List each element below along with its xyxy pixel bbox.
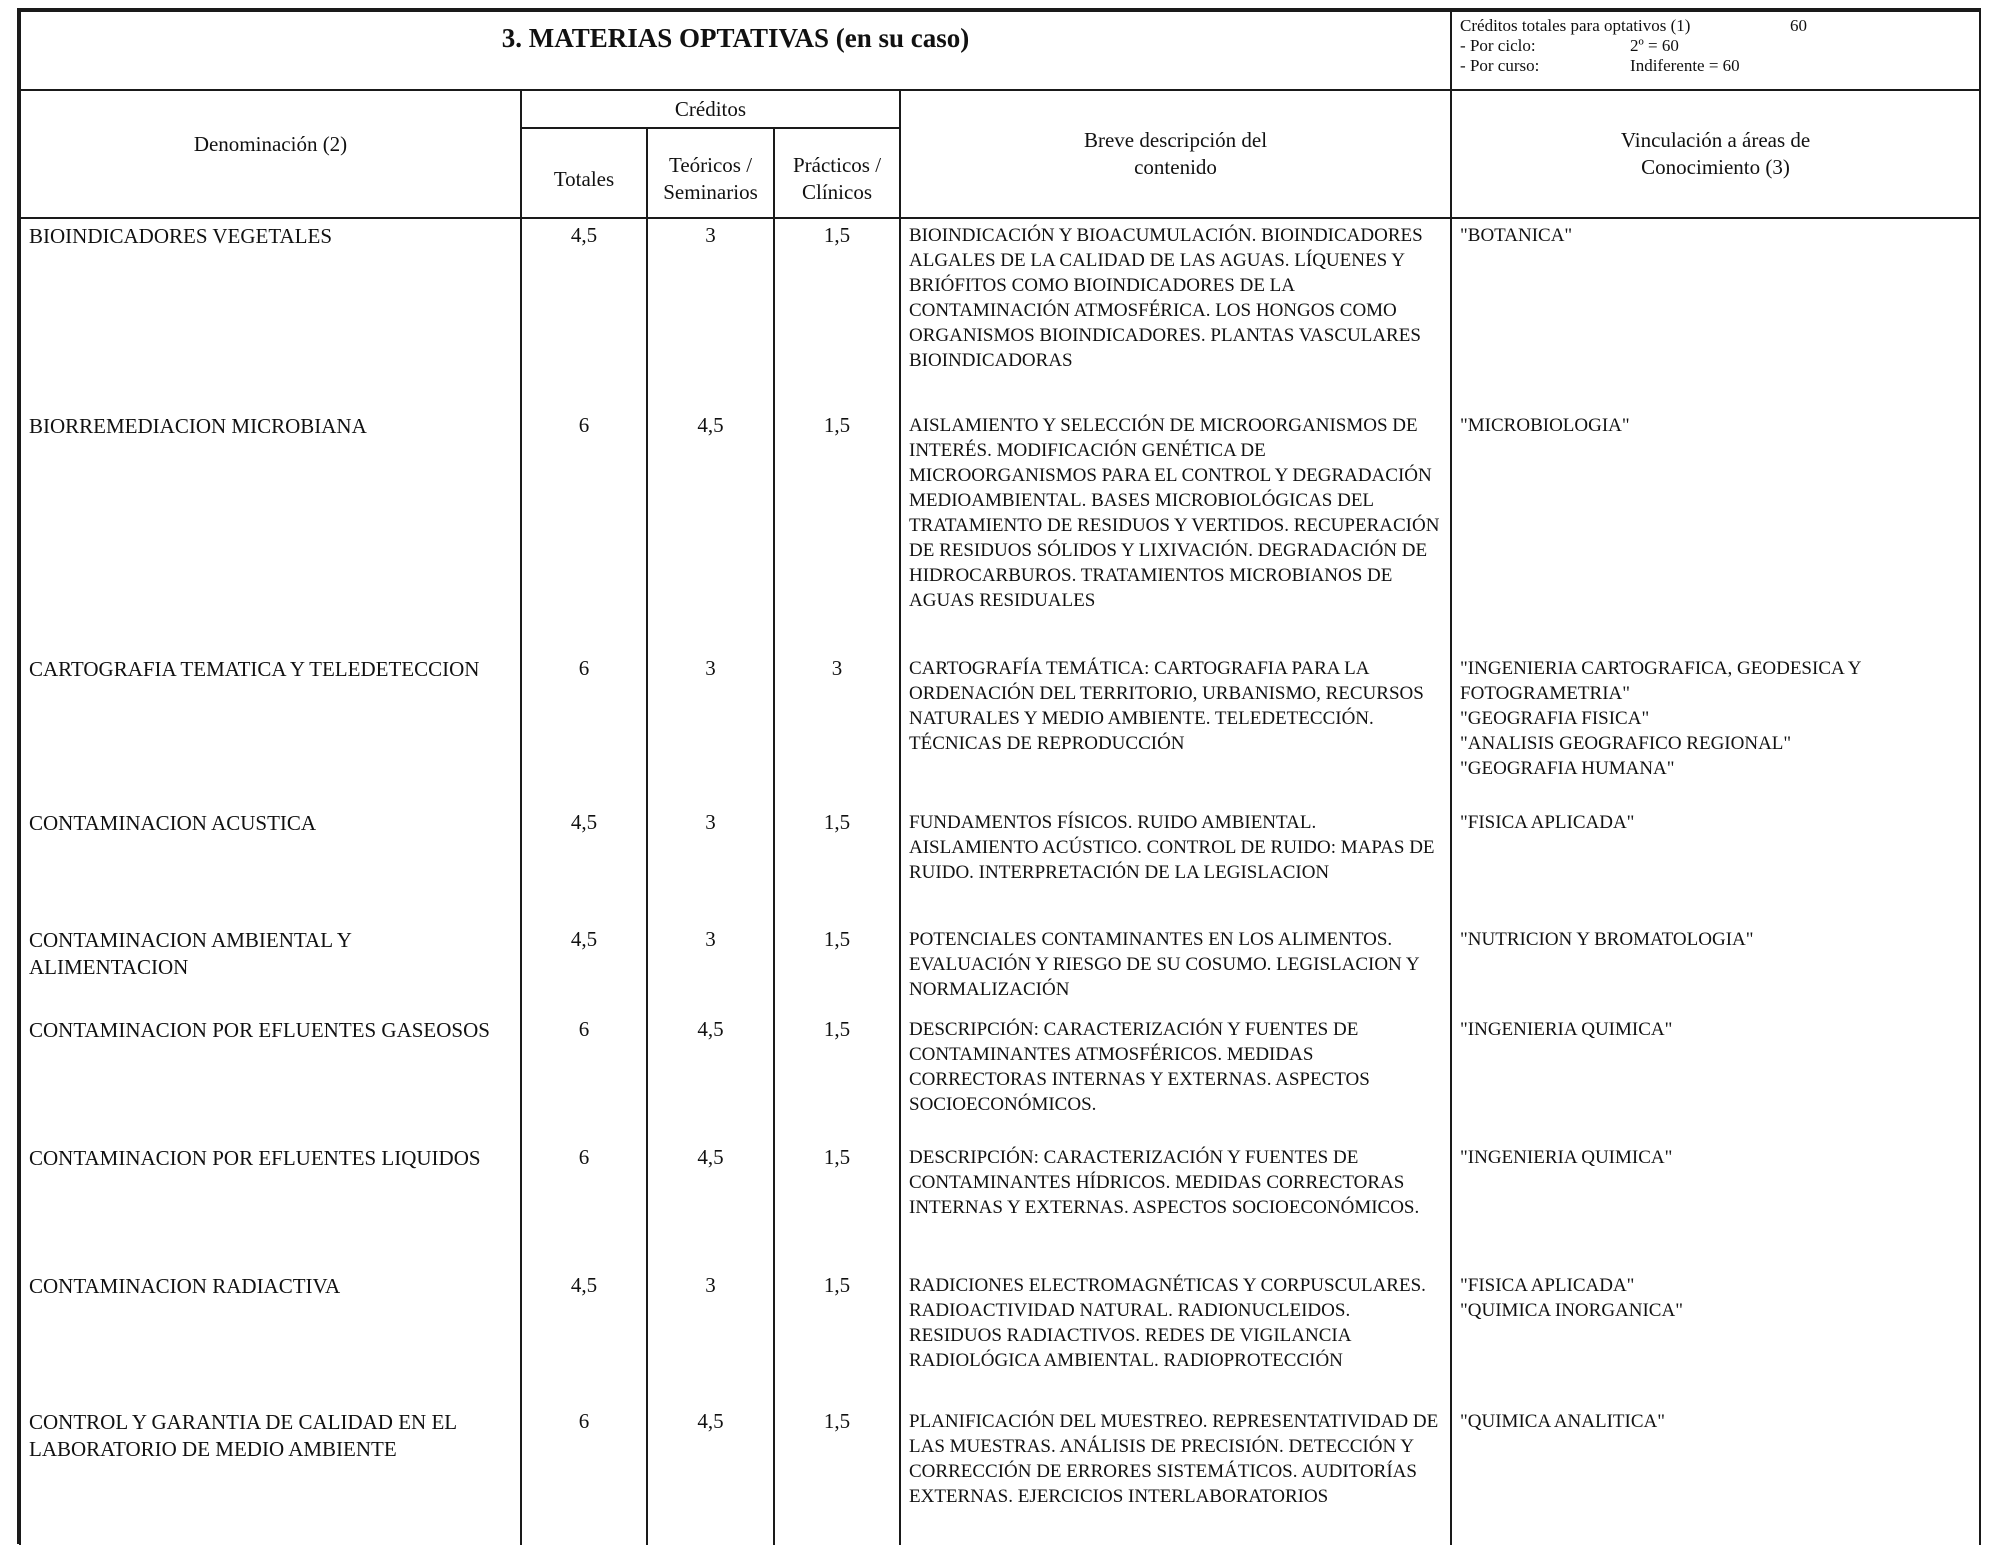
subject-description: DESCRIPCIÓN: CARACTERIZACIÓN Y FUENTES DE CONTAMINANTES HÍDRICOS. MEDIDAS CORRECTORAS INTERNAS Y EXTERNAS. ASPECTOS SOCIOECONÓMICOS. (900, 1141, 1451, 1269)
area-item: "GEOGRAFIA HUMANA" (1460, 758, 1675, 779)
credits-totales: 6 (521, 409, 647, 652)
per-cycle-value: 2º = 60 (1630, 36, 1679, 55)
area-item: "INGENIERIA QUIMICA" (1460, 1019, 1673, 1040)
subject-description: PLANIFICACIÓN DEL MUESTREO. REPRESENTATIVIDAD DE LAS MUESTRAS. ANÁLISIS DE PRECISIÓN. DETECCIÓN Y CORRECCIÓN DE ERRORES SISTEMÁTICOS. AUDITORÍAS EXTERNAS. EJERCICIOS INTERLABORATORIOS (900, 1405, 1451, 1545)
subject-name: CONTAMINACION RADIACTIVA (20, 1269, 521, 1405)
per-cycle-label: - Por ciclo: (1460, 36, 1536, 55)
credits-teoricos: 4,5 (647, 409, 774, 652)
header-practicos-line-2: Clínicos (801, 180, 872, 204)
table-row (20, 1269, 1980, 1405)
credits-summary-box (1451, 11, 1980, 90)
credits-teoricos: 3 (647, 923, 774, 1013)
per-course-value: Indiferente = 60 (1630, 56, 1740, 75)
table-row (20, 1405, 1980, 1545)
table-row (20, 1141, 1980, 1269)
credits-practicos: 1,5 (774, 1405, 900, 1545)
table-row (20, 652, 1980, 806)
knowledge-areas (1451, 409, 1980, 652)
credits-teoricos: 3 (647, 806, 774, 923)
table-row (20, 218, 1980, 409)
area-item: "MICROBIOLOGIA" (1460, 415, 1630, 436)
header-name: Denominación (2) (20, 90, 521, 218)
total-credits-value: 60 (1790, 16, 1808, 35)
subject-name: CONTAMINACION POR EFLUENTES GASEOSOS (20, 1013, 521, 1141)
subject-description: BIOINDICACIÓN Y BIOACUMULACIÓN. BIOINDICADORES ALGALES DE LA CALIDAD DE LAS AGUAS. LÍQUENES Y BRIÓFITOS COMO BIOINDICADORES DE LA CONTAMINACIÓN ATMOSFÉRICA. LOS HONGOS COMO ORGANISMOS BIOINDICADORES. PLANTAS VASCULARES BIOINDICADORAS (900, 218, 1451, 409)
subject-name: CONTAMINACION AMBIENTAL Y ALIMENTACION (20, 923, 521, 1013)
subject-name: CONTROL Y GARANTIA DE CALIDAD EN EL LABORATORIO DE MEDIO AMBIENTE (20, 1405, 521, 1545)
credits-practicos: 1,5 (774, 923, 900, 1013)
subject-name: CONTAMINACION ACUSTICA (20, 806, 521, 923)
header-areas-line-2: Conocimiento (3) (1641, 155, 1790, 179)
area-item: "FISICA APLICADA" (1460, 1275, 1635, 1296)
knowledge-areas (1451, 218, 1980, 409)
credits-teoricos: 3 (647, 1269, 774, 1405)
area-item: "INGENIERIA QUIMICA" (1460, 1147, 1673, 1168)
credits-practicos: 1,5 (774, 1141, 900, 1269)
credits-teoricos: 4,5 (647, 1013, 774, 1141)
header-description-line-2: contenido (1134, 155, 1217, 179)
credits-practicos: 1,5 (774, 1269, 900, 1405)
credits-practicos: 1,5 (774, 218, 900, 409)
table-row (20, 409, 1980, 652)
knowledge-areas (1451, 1405, 1980, 1545)
knowledge-areas (1451, 1269, 1980, 1405)
knowledge-areas (1451, 806, 1980, 923)
header-totales: Totales (521, 128, 647, 218)
header-description (900, 90, 1451, 218)
header-practicos-line-1: Prácticos / (792, 153, 882, 177)
credits-teoricos: 4,5 (647, 1141, 774, 1269)
credits-totales: 4,5 (521, 218, 647, 409)
subject-description: POTENCIALES CONTAMINANTES EN LOS ALIMENTOS. EVALUACIÓN Y RIESGO DE SU COSUMO. LEGISLACION Y NORMALIZACIÓN (900, 923, 1451, 1013)
total-credits-label: Créditos totales para optativos (1) (1460, 16, 1691, 35)
header-teoricos-line-1: Teóricos / (668, 153, 753, 177)
document-page (17, 8, 1981, 1544)
subject-description: AISLAMIENTO Y SELECCIÓN DE MICROORGANISMOS DE INTERÉS. MODIFICACIÓN GENÉTICA DE MICROORGANISMOS PARA EL CONTROL Y DEGRADACIÓN MEDIOAMBIENTAL. BASES MICROBIOLÓGICAS DEL TRATAMIENTO DE RESIDUOS Y VERTIDOS. RECUPERACIÓN DE RESIDUOS SÓLIDOS Y LIXIVACIÓN. DEGRADACIÓN DE HIDROCARBUROS. TRATAMIENTOS MICROBIANOS DE AGUAS RESIDUALES (900, 409, 1451, 652)
area-item: "GEOGRAFIA FISICA" (1460, 708, 1650, 729)
credits-practicos: 1,5 (774, 409, 900, 652)
subject-description: CARTOGRAFÍA TEMÁTICA: CARTOGRAFIA PARA LA ORDENACIÓN DEL TERRITORIO, URBANISMO, RECURSOS NATURALES Y MEDIO AMBIENTE. TELEDETECCIÓN. TÉCNICAS DE REPRODUCCIÓN (900, 652, 1451, 806)
header-areas-line-1: Vinculación a áreas de (1620, 128, 1811, 152)
optional-subjects-table (19, 10, 1981, 1545)
credits-practicos: 3 (774, 652, 900, 806)
subject-name: BIORREMEDIACION MICROBIANA (20, 409, 521, 652)
area-item: "BOTANICA" (1460, 225, 1573, 246)
table-row (20, 923, 1980, 1013)
subject-description: RADICIONES ELECTROMAGNÉTICAS Y CORPUSCULARES. RADIOACTIVIDAD NATURAL. RADIONUCLEIDOS. RESIDUOS RADIACTIVOS. REDES DE VIGILANCIA RADIOLÓGICA AMBIENTAL. RADIOPROTECCIÓN (900, 1269, 1451, 1405)
credits-totales: 4,5 (521, 923, 647, 1013)
credits-totales: 4,5 (521, 806, 647, 923)
subject-description: DESCRIPCIÓN: CARACTERIZACIÓN Y FUENTES DE CONTAMINANTES ATMOSFÉRICOS. MEDIDAS CORRECTORAS INTERNAS Y EXTERNAS. ASPECTOS SOCIOECONÓMICOS. (900, 1013, 1451, 1141)
area-item: "FISICA APLICADA" (1460, 812, 1635, 833)
header-practicos (774, 128, 900, 218)
subject-description: FUNDAMENTOS FÍSICOS. RUIDO AMBIENTAL. AISLAMIENTO ACÚSTICO. CONTROL DE RUIDO: MAPAS DE RUIDO. INTERPRETACIÓN DE LA LEGISLACION (900, 806, 1451, 923)
credits-totales: 6 (521, 1013, 647, 1141)
subject-name: CONTAMINACION POR EFLUENTES LIQUIDOS (20, 1141, 521, 1269)
section-title: 3. MATERIAS OPTATIVAS (en su caso) (20, 11, 1451, 90)
knowledge-areas (1451, 1013, 1980, 1141)
area-item: "ANALISIS GEOGRAFICO REGIONAL" (1460, 733, 1792, 754)
area-item: "QUIMICA ANALITICA" (1460, 1411, 1666, 1432)
credits-totales: 6 (521, 1405, 647, 1545)
subject-name: CARTOGRAFIA TEMATICA Y TELEDETECCION (20, 652, 521, 806)
credits-totales: 4,5 (521, 1269, 647, 1405)
header-teoricos (647, 128, 774, 218)
header-credits-group: Créditos (521, 90, 900, 128)
knowledge-areas (1451, 652, 1980, 806)
credits-practicos: 1,5 (774, 1013, 900, 1141)
header-areas (1451, 90, 1980, 218)
credits-totales: 6 (521, 1141, 647, 1269)
credits-practicos: 1,5 (774, 806, 900, 923)
per-course-label: - Por curso: (1460, 56, 1540, 75)
table-row (20, 1013, 1980, 1141)
header-description-line-1: Breve descripción del (1083, 128, 1268, 152)
knowledge-areas (1451, 1141, 1980, 1269)
credits-teoricos: 3 (647, 218, 774, 409)
knowledge-areas (1451, 923, 1980, 1013)
header-teoricos-line-2: Seminarios (663, 180, 758, 204)
subject-name: BIOINDICADORES VEGETALES (20, 218, 521, 409)
credits-teoricos: 4,5 (647, 1405, 774, 1545)
area-item: "NUTRICION Y BROMATOLOGIA" (1460, 929, 1754, 950)
credits-totales: 6 (521, 652, 647, 806)
table-row (20, 806, 1980, 923)
credits-teoricos: 3 (647, 652, 774, 806)
area-item: "INGENIERIA CARTOGRAFICA, GEODESICA Y FOTOGRAMETRIA" (1460, 658, 1861, 704)
area-item: "QUIMICA INORGANICA" (1460, 1300, 1683, 1321)
